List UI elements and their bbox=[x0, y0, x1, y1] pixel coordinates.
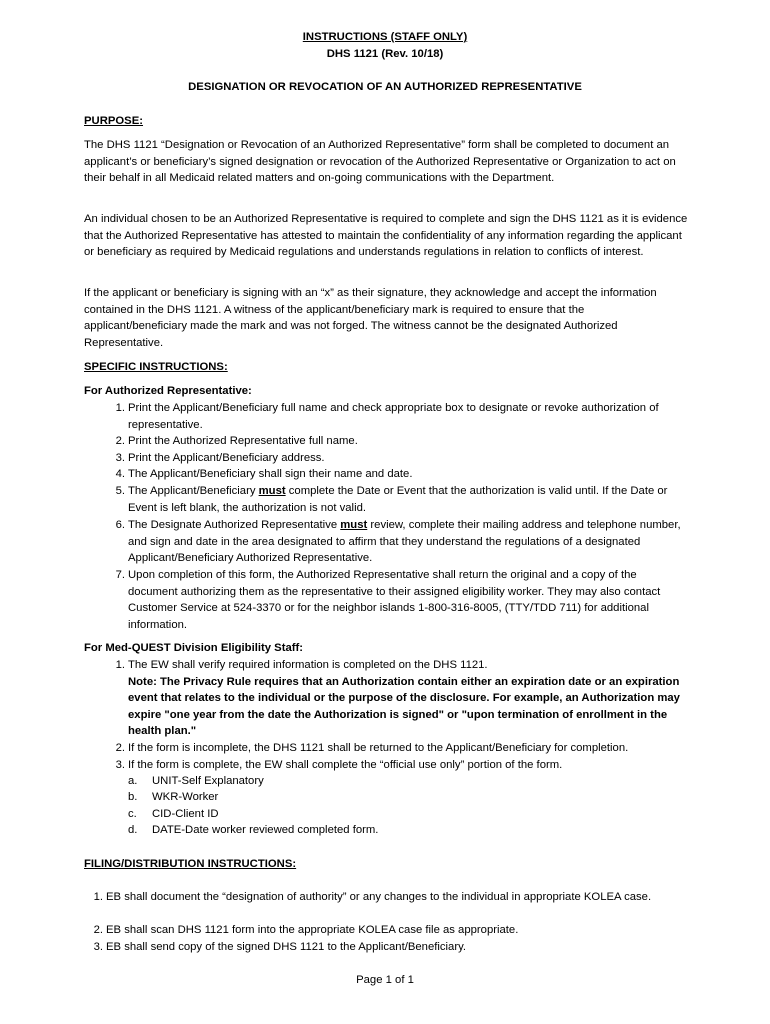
sub-text: UNIT-Self Explanatory bbox=[152, 775, 264, 787]
mq-list-item bbox=[115, 757, 688, 774]
list-number: 1. bbox=[115, 659, 125, 671]
ar-list-item bbox=[115, 450, 688, 467]
list-text: Print the Authorized Representative full name. bbox=[128, 435, 358, 447]
document-title: DESIGNATION OR REVOCATION OF AN AUTHORIZED REPRESENTATIVE bbox=[188, 81, 582, 93]
filing-list-item bbox=[93, 922, 688, 939]
ar-list-item bbox=[115, 433, 688, 450]
ar-list-item bbox=[115, 466, 688, 483]
list-number: 2. bbox=[93, 924, 103, 936]
sub-letter: d. bbox=[128, 824, 138, 836]
purpose-paragraph-1: The DHS 1121 “Designation or Revocation of an Authorized Representative” form shall be completed to document an applicant’s or beneficiary’s signed designation or revocation of the Authorized Representative or Organization to act on their behalf in all Medicaid related matters and on-going communications with the Department. bbox=[84, 139, 676, 185]
sub-text: WKR-Worker bbox=[152, 791, 219, 803]
list-text: Upon completion of this form, the Authorized Representative shall return the original and a copy of the document authorizing them as the representative to their assigned eligibility worker. They may also contact Customer Service at 524-3370 or for the neighbor islands 1-800-316-8005, (TTY/TDD 711) for additional information. bbox=[128, 569, 661, 631]
list-text: EB shall document the “designation of authority” or any changes to the individual in appropriate KOLEA case. bbox=[106, 891, 652, 903]
list-text-post: complete the Date or Event that the authorization is valid until. If the Date or Event is left blank, the authorization is not valid. bbox=[128, 485, 668, 514]
page-number: Page 1 of 1 bbox=[356, 974, 414, 986]
list-number: 5. bbox=[115, 485, 125, 497]
list-text: The EW shall verify required information is completed on the DHS 1121. bbox=[128, 659, 488, 671]
form-number: DHS 1121 (Rev. 10/18) bbox=[326, 48, 444, 60]
ar-list-item bbox=[115, 483, 688, 516]
filing-list-item bbox=[93, 939, 688, 956]
mq-list-item bbox=[115, 657, 688, 740]
filing-list-item bbox=[93, 889, 688, 906]
list-number: 6. bbox=[115, 519, 125, 531]
list-number: 1. bbox=[93, 891, 103, 903]
list-text: EB shall scan DHS 1121 form into the appropriate KOLEA case file as appropriate. bbox=[106, 924, 519, 936]
mq-sub-item bbox=[128, 773, 652, 790]
filing-heading: FILING/DISTRIBUTION INSTRUCTIONS: bbox=[84, 858, 297, 870]
authorized-rep-heading: For Authorized Representative: bbox=[84, 385, 252, 397]
sub-text: DATE-Date worker reviewed completed form. bbox=[152, 824, 379, 836]
instructions-heading: INSTRUCTIONS (STAFF ONLY) bbox=[302, 31, 468, 43]
ar-list-item bbox=[115, 517, 688, 567]
list-number: 2. bbox=[115, 435, 125, 447]
must-emphasis: must bbox=[258, 485, 286, 497]
list-text-post: review, complete their mailing address and telephone number, and sign and date in the area designated to affirm that they understand the regulations of a designated Applicant/Beneficiary Authorized Representative. bbox=[128, 519, 681, 565]
purpose-paragraph-2: An individual chosen to be an Authorized Representative is required to complete and sign the DHS 1121 as it is evidence that the Authorized Representative has attested to maintain the confidentiality of any information regarding the applicant or beneficiary as required by Medicaid regulations and understands regulations in relation to conflicts of interest. bbox=[84, 213, 688, 259]
specific-instructions-heading: SPECIFIC INSTRUCTIONS: bbox=[84, 361, 228, 373]
mq-sub-item bbox=[128, 822, 652, 839]
list-text-pre: The Applicant/Beneficiary bbox=[128, 485, 259, 497]
list-number: 3. bbox=[93, 941, 103, 953]
mq-list-item bbox=[115, 740, 688, 757]
list-number: 7. bbox=[115, 569, 125, 581]
medquest-staff-heading: For Med-QUEST Division Eligibility Staff: bbox=[84, 642, 304, 654]
list-text: If the form is complete, the EW shall complete the “official use only” portion of the form. bbox=[128, 759, 563, 771]
sub-letter: c. bbox=[128, 808, 137, 820]
must-emphasis: must bbox=[340, 519, 368, 531]
mq-sub-item bbox=[128, 806, 652, 823]
list-number: 4. bbox=[115, 468, 125, 480]
list-number: 3. bbox=[115, 759, 125, 771]
ar-list-item bbox=[115, 400, 688, 433]
list-number: 2. bbox=[115, 742, 125, 754]
list-text-pre: The Designate Authorized Representative bbox=[128, 519, 341, 531]
list-text: If the form is incomplete, the DHS 1121 shall be returned to the Applicant/Beneficiary for completion. bbox=[128, 742, 629, 754]
list-text: The Applicant/Beneficiary shall sign their name and date. bbox=[128, 468, 413, 480]
list-text: Print the Applicant/Beneficiary full name and check appropriate box to designate or revoke authorization of representative. bbox=[128, 402, 659, 431]
list-number: 1. bbox=[115, 402, 125, 414]
ar-list-item bbox=[115, 567, 688, 633]
purpose-paragraph-3: If the applicant or beneficiary is signing with an “x” as their signature, they acknowledge and accept the information contained in the DHS 1121. A witness of the applicant/beneficiary mark is required to ensure that the applicant/beneficiary made the mark and was not forged. The witness cannot be the designated Authorized Representative. bbox=[84, 287, 657, 349]
sub-letter: b. bbox=[128, 791, 138, 803]
sub-letter: a. bbox=[128, 775, 138, 787]
list-text: EB shall send copy of the signed DHS 1121 to the Applicant/Beneficiary. bbox=[106, 941, 467, 953]
purpose-heading: PURPOSE: bbox=[84, 115, 144, 127]
list-number: 3. bbox=[115, 452, 125, 464]
sub-text: CID-Client ID bbox=[152, 808, 219, 820]
mq-sub-item bbox=[128, 789, 652, 806]
privacy-rule-note: Note: The Privacy Rule requires that an Authorization contain either an expiration date or an expiration event that relates to the individual or the purpose of the disclosure. For example, an Authorization may expire "one year from the date the Authorization is signed" or "upon termination of enrollment in the health plan." bbox=[128, 675, 680, 738]
list-text: Print the Applicant/Beneficiary address. bbox=[128, 452, 325, 464]
